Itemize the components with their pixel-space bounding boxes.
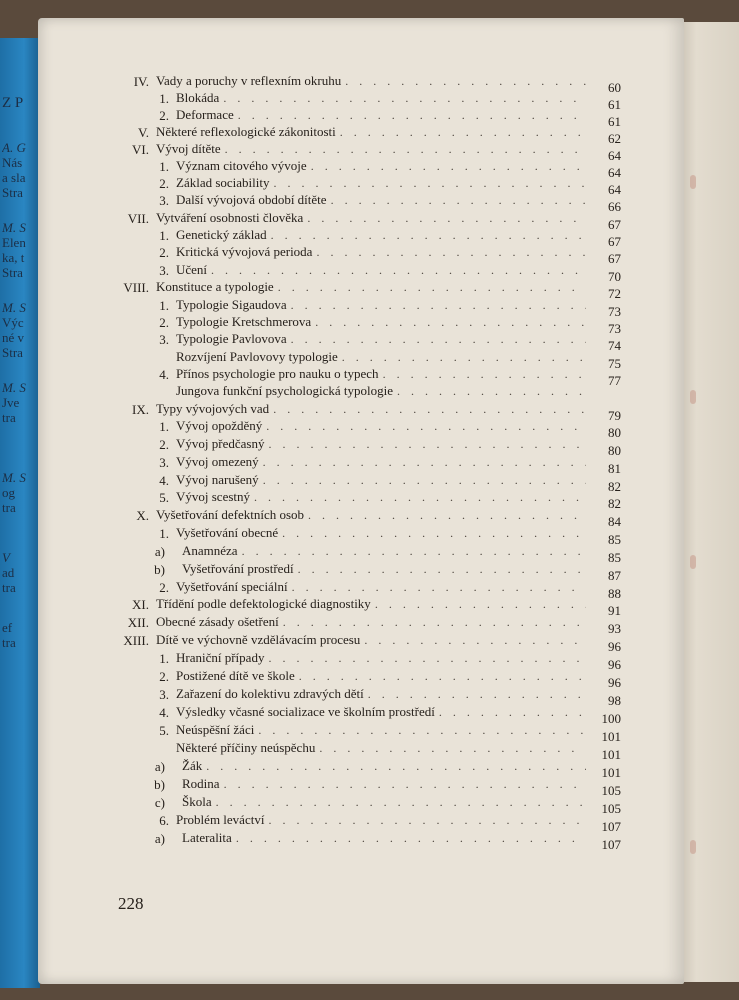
toc-entry-page: 91 [608, 603, 621, 618]
toc-entry-number: 1. [159, 159, 169, 174]
toc-entry-label: Deformace [176, 107, 234, 122]
toc-entry [176, 488, 586, 505]
facing-page-edge [678, 22, 739, 982]
toc-entry-label: Postižené dítě ve škole [176, 668, 295, 683]
toc-entry [182, 775, 586, 792]
toc-entry-page: 64 [608, 148, 621, 163]
toc-entry-number: 1. [159, 651, 169, 666]
leader-dots [211, 263, 586, 278]
toc-entry [176, 330, 586, 347]
toc-entry [156, 506, 586, 523]
binding-thread [690, 840, 696, 854]
page-number: 228 [118, 894, 144, 913]
toc-entry-label: Typy vývojových vad [156, 401, 270, 416]
toc-entry-number: 3. [159, 455, 169, 470]
toc-entry [176, 365, 586, 382]
toc-entry [176, 739, 586, 756]
toc-entry-number: a) [154, 831, 165, 846]
leader-dots [307, 211, 586, 226]
toc-entry [176, 261, 586, 278]
toc-entry [176, 243, 586, 260]
toc-entry-number: 2. [159, 108, 169, 123]
leader-dots [291, 298, 586, 313]
toc-entry-number: b) [154, 562, 165, 577]
toc-entry-page: 107 [601, 819, 621, 834]
bg-fragment: né v [2, 330, 25, 345]
toc-entry [156, 140, 586, 157]
toc-entry-label: Vady a poruchy v reflexním okruhu [156, 73, 342, 88]
toc-entry [176, 296, 586, 313]
toc-entry-page: 74 [608, 338, 621, 353]
leader-dots [268, 813, 586, 828]
toc-entry-label: Anamnéza [182, 543, 238, 558]
toc-entry-number: 5. [159, 490, 169, 505]
toc-entry-label: Blokáda [176, 90, 220, 105]
toc-entry-number: b) [154, 777, 165, 792]
toc-entry-label: Třídění podle defektologické diagnostiky [156, 596, 371, 611]
bg-fragment: M. S [2, 300, 26, 315]
leader-dots [342, 350, 586, 365]
toc-entry [156, 123, 586, 140]
bg-fragment: Stra [2, 265, 23, 280]
toc-entry-number: 4. [159, 705, 169, 720]
toc-entry-label: Základ sociability [176, 175, 270, 190]
binding-thread [690, 175, 696, 189]
toc-entry-label: Vývoj předčasný [176, 436, 265, 451]
toc-entry-label: Některé příčiny neúspěchu [176, 740, 316, 755]
bg-fragment: ka, t [2, 250, 25, 265]
bg-fragment: M. S [2, 470, 26, 485]
toc-entry-label: Význam citového vývoje [176, 158, 307, 173]
toc-entry-label: Jungova funkční psychologická typologie [176, 383, 393, 398]
toc-entry-number: 2. [159, 437, 169, 452]
toc-entry-number: 4. [159, 473, 169, 488]
bg-fragment: tra [2, 580, 16, 595]
toc-entry-page: 64 [608, 165, 621, 180]
toc-entry-number: 3. [159, 193, 169, 208]
bg-fragment: tra [2, 635, 16, 650]
toc-entry [176, 89, 586, 106]
toc-entry-number: XIII. [123, 633, 149, 648]
toc-entry-label: Vývoj narušený [176, 472, 259, 487]
toc-entry-number: 6. [159, 813, 169, 828]
leader-dots [299, 669, 586, 684]
toc-entry-label: Dítě ve výchovně vzdělávacím procesu [156, 632, 361, 647]
toc-entry-page: 84 [608, 514, 621, 529]
bg-fragment: Jve [2, 395, 20, 410]
toc-entry [176, 435, 586, 452]
toc-entry-label: Žák [182, 758, 203, 773]
toc-entry-label: Škola [182, 794, 212, 809]
toc-entry-number: 3. [159, 687, 169, 702]
toc-entry-number: V. [138, 125, 149, 140]
toc-entry [176, 703, 586, 720]
toc-entry [156, 400, 586, 417]
toc-entry-number: VII. [127, 211, 149, 226]
toc-entry-number: XI. [132, 597, 149, 612]
toc-entry-page: 107 [601, 837, 621, 852]
bg-fragment: M. S [2, 220, 26, 235]
toc-entry-number: 1. [159, 228, 169, 243]
toc-entry-label: Vývoj dítěte [156, 141, 221, 156]
toc-entry-label: Vytváření osobnosti člověka [156, 210, 304, 225]
leader-dots [298, 562, 586, 577]
leader-dots [263, 455, 586, 470]
bg-fragment: ad [2, 565, 15, 580]
toc-entry-page: 67 [608, 251, 621, 266]
toc-entry-number: 2. [159, 176, 169, 191]
toc-entry [182, 560, 586, 577]
leader-dots [291, 332, 586, 347]
toc-entry [156, 209, 586, 226]
leader-dots [271, 228, 586, 243]
toc-entry-label: Typologie Pavlovova [176, 331, 287, 346]
toc-entry-page: 73 [608, 304, 621, 319]
leader-dots [268, 651, 586, 666]
toc-entry-page: 79 [608, 408, 621, 423]
toc-entry-page: 81 [608, 461, 621, 476]
toc-entry-label: Obecné zásady ošetření [156, 614, 279, 629]
toc-entry-page: 64 [608, 182, 621, 197]
toc-entry-label: Některé reflexologické zákonitosti [156, 124, 336, 139]
bg-fragment: V [2, 550, 10, 565]
toc-entry-page: 82 [608, 479, 621, 494]
leader-dots [340, 125, 586, 140]
leader-dots [224, 777, 586, 792]
toc-entry [176, 721, 586, 738]
bg-fragment: tra [2, 500, 16, 515]
toc-entry [182, 793, 586, 810]
toc-entry-number: VI. [132, 142, 149, 157]
leader-dots [308, 508, 586, 523]
toc-entry-page: 87 [608, 568, 621, 583]
toc-entry-number: 2. [159, 580, 169, 595]
toc-entry [156, 595, 586, 612]
toc-entry-number: 4. [159, 367, 169, 382]
toc-entry-label: Vyšetřování obecné [176, 525, 279, 540]
toc-entry-label: Výsledky včasné socializace ve školním prostředí [176, 704, 435, 719]
toc-entry-page: 101 [601, 747, 621, 762]
toc-entry-label: Kritická vývojová perioda [176, 244, 313, 259]
toc-entry [182, 829, 586, 846]
toc-entry-number: 1. [159, 91, 169, 106]
leader-dots [268, 437, 586, 452]
toc-entry-number: a) [154, 759, 165, 774]
toc-entry-page: 93 [608, 621, 621, 636]
bg-fragment: ef [2, 620, 13, 635]
leader-dots [242, 544, 586, 559]
toc-entry-label: Vývoj opožděný [176, 418, 263, 433]
toc-entry [176, 106, 586, 123]
toc-entry-number: X. [136, 508, 149, 523]
toc-entry [156, 72, 586, 89]
binding-thread [690, 390, 696, 404]
toc-entry-page: 77 [608, 373, 621, 388]
bg-fragment: M. S [2, 380, 26, 395]
toc-entry-label: Vyšetřování prostředí [182, 561, 294, 576]
leader-dots [273, 402, 586, 417]
book-page [38, 18, 684, 984]
toc-entry [176, 685, 586, 702]
leader-dots [263, 473, 586, 488]
toc-entry-page: 60 [608, 80, 621, 95]
leader-dots [236, 831, 586, 846]
leader-dots [225, 142, 586, 157]
toc-entry [182, 757, 586, 774]
toc-entry-label: Lateralita [182, 830, 232, 845]
toc-entry-label: Vyšetřování defektních osob [156, 507, 305, 522]
leader-dots [216, 795, 586, 810]
toc-entry-page: 82 [608, 496, 621, 511]
bg-fragment: Stra [2, 185, 23, 200]
toc-entry [156, 631, 586, 648]
toc-entry [176, 382, 586, 399]
toc-entry [176, 578, 586, 595]
toc-entry [176, 174, 586, 191]
toc-entry-page: 100 [601, 711, 621, 726]
bg-fragment: Stra [2, 345, 23, 360]
toc-entry-label: Genetický základ [176, 227, 267, 242]
toc-entry-label: Hraniční případy [176, 650, 265, 665]
leader-dots [331, 193, 586, 208]
leader-dots [368, 687, 586, 702]
toc-entry-page: 67 [608, 217, 621, 232]
toc-entry [182, 542, 586, 559]
toc-entry-number: 3. [159, 332, 169, 347]
toc-entry [176, 649, 586, 666]
toc-entry-number: 2. [159, 245, 169, 260]
toc-entry-page: 105 [601, 801, 621, 816]
bg-fragment: A. G [2, 140, 26, 155]
toc-entry-page: 101 [601, 765, 621, 780]
toc-entry-page: 73 [608, 321, 621, 336]
leader-dots [258, 723, 586, 738]
toc-entry [156, 278, 586, 295]
bg-fragment: a sla [2, 170, 26, 185]
toc-entry-number: IV. [133, 74, 149, 89]
toc-entry [176, 524, 586, 541]
toc-entry-page: 61 [608, 114, 621, 129]
bg-fragment: Elen [2, 235, 26, 250]
toc-entry [176, 811, 586, 828]
toc-entry-page: 67 [608, 234, 621, 249]
leader-dots [316, 245, 586, 260]
toc-entry-page: 88 [608, 586, 621, 601]
toc-entry [176, 191, 586, 208]
toc-entry [176, 667, 586, 684]
toc-entry-page: 70 [608, 269, 621, 284]
leader-dots [364, 633, 586, 648]
toc-entry-number: c) [154, 795, 165, 810]
leader-dots [254, 490, 586, 505]
bg-fragment: Z P [2, 96, 24, 111]
toc-entry-number: 1. [159, 526, 169, 541]
leader-dots [278, 280, 586, 295]
leader-dots [292, 580, 586, 595]
toc-entry-page: 72 [608, 286, 621, 301]
toc-entry-label: Další vývojová období dítěte [176, 192, 327, 207]
leader-dots [311, 159, 586, 174]
toc-entry-label: Neúspěšní žáci [176, 722, 255, 737]
toc-entry-number: 3. [159, 263, 169, 278]
toc-entry-label: Problém leváctví [176, 812, 265, 827]
leader-dots [283, 615, 586, 630]
toc-entry-label: Konstituce a typologie [156, 279, 274, 294]
toc-entry-page: 62 [608, 131, 621, 146]
bg-fragment: tra [2, 410, 16, 425]
leader-dots [383, 367, 586, 382]
toc-entry-page: 101 [601, 729, 621, 744]
toc-entry [176, 348, 586, 365]
toc-entry-number: 1. [159, 298, 169, 313]
toc-entry-number: XII. [127, 615, 149, 630]
toc-entry-number: VIII. [123, 280, 149, 295]
toc-entry-number: IX. [132, 402, 149, 417]
leader-dots [223, 91, 586, 106]
binding-thread [690, 555, 696, 569]
toc-entry [176, 417, 586, 434]
toc-entry-page: 66 [608, 199, 621, 214]
toc-entry-label: Rozvíjení Pavlovovy typologie [176, 349, 338, 364]
toc-entry-label: Typologie Kretschmerova [176, 314, 312, 329]
leader-dots [206, 759, 586, 774]
toc-entry-number: 2. [159, 669, 169, 684]
toc-entry-label: Rodina [182, 776, 220, 791]
leader-dots [315, 315, 586, 330]
table-of-contents [38, 18, 684, 984]
bg-fragment: Výc [2, 315, 24, 330]
leader-dots [375, 597, 586, 612]
toc-entry-page: 98 [608, 693, 621, 708]
toc-entry-number: a) [154, 544, 165, 559]
toc-entry-page: 61 [608, 97, 621, 112]
toc-entry-page: 80 [608, 425, 621, 440]
leader-dots [238, 108, 586, 123]
leader-dots [319, 741, 586, 756]
toc-entry-page: 96 [608, 639, 621, 654]
toc-entry [176, 471, 586, 488]
toc-entry-page: 96 [608, 657, 621, 672]
leader-dots [282, 526, 586, 541]
toc-entry [176, 453, 586, 470]
bg-fragment: og [2, 485, 15, 500]
leader-dots [266, 419, 586, 434]
toc-entry-label: Zařazení do kolektivu zdravých dětí [176, 686, 364, 701]
toc-entry-page: 85 [608, 532, 621, 547]
toc-entry-label: Vyšetřování speciální [176, 579, 288, 594]
toc-entry-page: 85 [608, 550, 621, 565]
toc-entry-number: 1. [159, 419, 169, 434]
leader-dots [345, 74, 586, 89]
toc-entry-number: 5. [159, 723, 169, 738]
leader-dots [397, 384, 586, 399]
toc-entry-label: Vývoj omezený [176, 454, 259, 469]
bg-fragment: Nás [2, 155, 23, 170]
toc-entry-label: Vývoj scestný [176, 489, 251, 504]
toc-entry-label: Učení [176, 262, 208, 277]
toc-entry-page: 75 [608, 356, 621, 371]
toc-entry [176, 157, 586, 174]
toc-entry-label: Přínos psychologie pro nauku o typech [176, 366, 379, 381]
toc-entry [176, 226, 586, 243]
toc-entry-number: 2. [159, 315, 169, 330]
leader-dots [274, 176, 586, 191]
background-book-cover [0, 38, 40, 988]
leader-dots [439, 705, 586, 720]
toc-entry [176, 313, 586, 330]
toc-entry-page: 80 [608, 443, 621, 458]
toc-entry-page: 105 [601, 783, 621, 798]
toc-entry-label: Typologie Sigaudova [176, 297, 287, 312]
toc-entry-page: 96 [608, 675, 621, 690]
toc-entry [156, 613, 586, 630]
